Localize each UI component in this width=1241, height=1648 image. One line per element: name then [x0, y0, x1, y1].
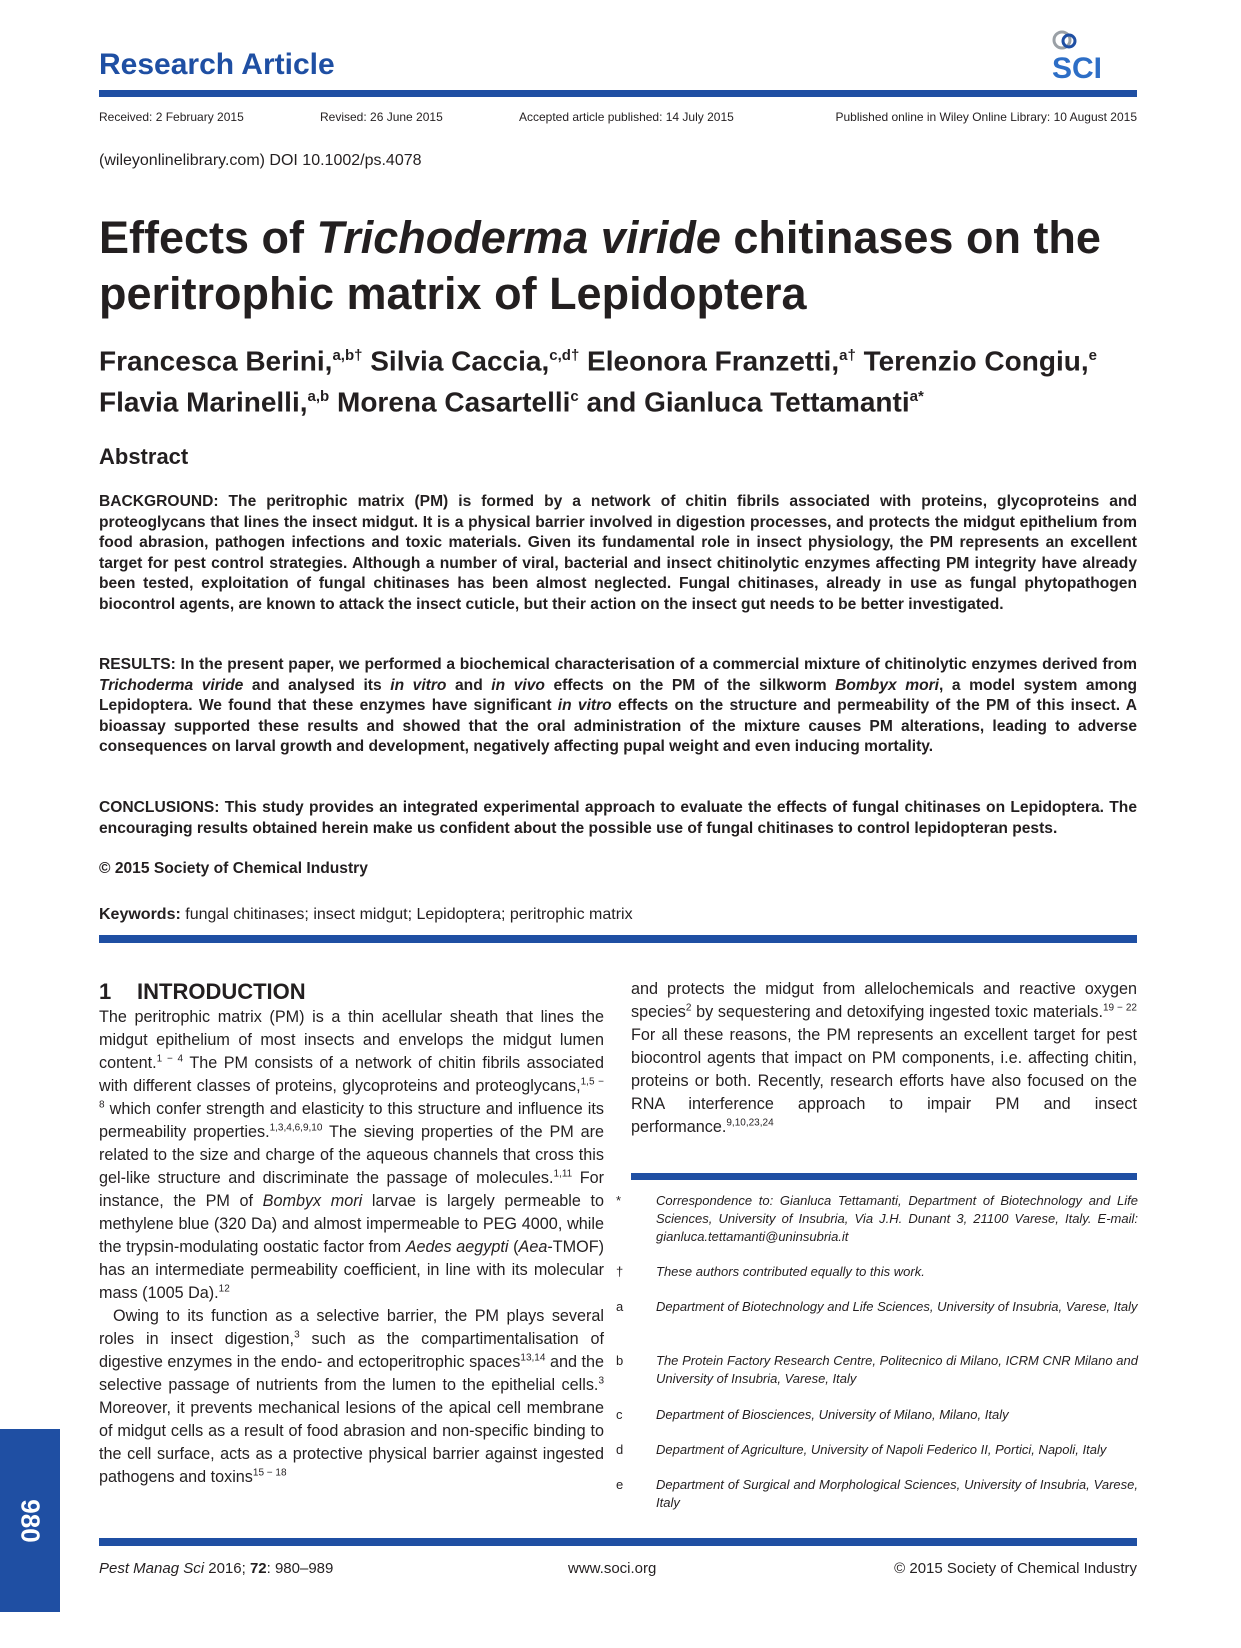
citation-ref: 9,10,23,24	[726, 1117, 774, 1129]
sci-logo-icon	[1050, 28, 1140, 84]
text-run: (	[508, 1238, 519, 1256]
footnote-mark: a	[616, 1299, 624, 1314]
abstract-rule	[99, 935, 1137, 943]
footnote-mark: d	[616, 1442, 624, 1457]
author-affiliation: e	[1088, 347, 1097, 364]
footnote-mark: *	[616, 1193, 622, 1208]
italic-term: Aedes aegypti	[405, 1238, 509, 1256]
abstract-results	[99, 655, 1137, 758]
footnote-text: Department of Surgical and Morphological Sciences, University of Insubria, Varese, Italy	[656, 1477, 1138, 1510]
intro-paragraph-2	[99, 1305, 604, 1489]
intro-paragraph-1	[99, 1006, 604, 1305]
footnote-equal-contribution	[616, 1263, 1138, 1281]
text-run: by sequestering and detoxifying ingested toxic materials.	[691, 1003, 1103, 1021]
footer-rule	[99, 1538, 1137, 1546]
text-run: and analysed its	[243, 676, 391, 694]
text-run: effects on the PM of the silkworm	[544, 676, 836, 694]
received-date: Received: 2 February 2015	[99, 110, 244, 124]
keywords-value: fungal chitinases; insect midgut; Lepidoptera; peritrophic matrix	[180, 906, 633, 923]
citation-volume: 72	[249, 1560, 267, 1577]
title-suffix: chitinases on the peritrophic matrix of Lepidoptera	[99, 212, 1101, 319]
author-affiliation: c	[570, 388, 579, 406]
author-name: Silvia Caccia,	[362, 345, 550, 377]
footer-citation	[99, 1560, 333, 1577]
italic-term: Bombyx mori	[262, 1192, 363, 1210]
text-run: The sieving properties of the PM are related to the size and charge of the aqueous channels that cross this gel-like structure and discriminate the passage of molecules.	[99, 1123, 604, 1187]
author-affiliation: c,d†	[549, 347, 580, 364]
title-species: Trichoderma viride	[316, 212, 721, 263]
text-run: effects on the structure and permeability of the PM of this insect. A bioassay supported these results and showed that the oral administration of the mixture causes PM alterations, leading to adverse consequences on larval growth and development, negatively affecting pupal weight and even inducing mortality.	[99, 697, 1138, 756]
abstract-copyright: © 2015 Society of Chemical Industry	[99, 860, 368, 877]
text-run: Moreover, it prevents mechanical lesions of the apical cell membrane of midgut cells as a result of food abrasion and non-specific binding to the cell surface, acts as a protective physical barrier against ingested pathogens and toxins	[99, 1399, 604, 1486]
italic-term: in vitro	[390, 676, 447, 694]
italic-term: in vitro	[557, 697, 612, 715]
footnote-mark: e	[616, 1477, 624, 1492]
footnote-affiliation-d	[616, 1441, 1138, 1459]
header-rule	[99, 90, 1137, 97]
text-run: The peritrophic matrix (PM) is a thin acellular sheath that lines the midgut epithelium of most insects and envelops the midgut lumen content.	[99, 1008, 604, 1072]
text-run: Owing to its function as a selective barrier, the PM plays several roles in insect digestion,	[99, 1307, 604, 1348]
text-run: , a model system among Lepidoptera. We found that these enzymes have significant	[99, 676, 1138, 715]
citation-ref: 1,3,4,6,9,10	[269, 1122, 323, 1134]
text-run: which confer strength and elasticity to this structure and influence its permeability properties.	[99, 1100, 604, 1141]
footnote-affiliation-a	[616, 1298, 1138, 1316]
abstract-heading: Abstract	[99, 444, 189, 469]
footnote-text: These authors contributed equally to this work.	[656, 1264, 925, 1279]
footer-copyright: © 2015 Society of Chemical Industry	[894, 1560, 1137, 1577]
footnote-text: Correspondence to: Gianluca Tettamanti, Department of Biotechnology and Life Sciences, University of Insubria, Via J.H. Dunant 3, 21100 Varese, Italy. E-mail: gianluca.tettamanti@uninsubria.it	[656, 1193, 1138, 1244]
author-name: Eleonora Franzetti,	[579, 345, 840, 377]
author-affiliation: a,b†	[332, 347, 363, 364]
citation-ref: 1,5 − 8	[99, 1076, 604, 1111]
section-heading	[99, 979, 306, 1005]
footnote-text: The Protein Factory Research Centre, Politecnico di Milano, ICRM CNR Milano and University of Insubria, Varese, Italy	[656, 1353, 1138, 1386]
abstract-conclusions: CONCLUSIONS: This study provides an integrated experimental approach to evaluate the effects of fungal chitinases on Lepidoptera. The encouraging results obtained herein make us confident about the possible use of fungal chitinases to control lepidopteran pests.	[99, 799, 1137, 837]
italic-term: Bombyx mori	[835, 676, 940, 694]
footnote-mark: b	[616, 1353, 624, 1368]
text-run: such as the compartimentalisation of digestive enzymes in the endo- and ectoperitrophic spaces	[99, 1330, 605, 1371]
section-number: 1	[99, 979, 112, 1004]
citation-ref: 19 − 22	[1102, 1002, 1137, 1014]
citation-ref: 1,11	[553, 1168, 573, 1180]
title-prefix: Effects of	[99, 212, 317, 263]
citation-ref: 2	[685, 1002, 692, 1014]
article-title	[99, 210, 1139, 322]
citation-ref: 12	[218, 1283, 230, 1295]
text-run: and protects the midgut from allelochemicals and reactive oxygen species	[631, 980, 1137, 1021]
page-number	[0, 1429, 60, 1612]
published-date: Published online in Wiley Online Library: 10 August 2015	[835, 110, 1137, 124]
text-run: and	[446, 676, 492, 694]
section-title: INTRODUCTION	[137, 979, 306, 1004]
author-affiliation: a,b	[307, 388, 330, 406]
author-affiliation: a†	[839, 347, 856, 364]
text-run: For instance, the PM of	[99, 1169, 605, 1210]
footnote-mark: †	[616, 1264, 624, 1279]
footnote-text: Department of Agriculture, University of Napoli Federico II, Portici, Napoli, Italy	[656, 1442, 1107, 1457]
citation-year: 2016;	[204, 1560, 250, 1577]
author-name: Terenzio Congiu,	[855, 345, 1089, 377]
journal-name: Pest Manag Sci	[99, 1560, 205, 1577]
doi-link[interactable]: (wileyonlinelibrary.com) DOI 10.1002/ps.4078	[99, 152, 422, 169]
abstract-background: BACKGROUND: The peritrophic matrix (PM) is formed by a network of chitin fibrils associated with proteins, glycoproteins and proteoglycans that lines the insect midgut. It is a physical barrier involved in digestion processes, and protects the midgut epithelium from food abrasion, pathogen infections and toxic materials. Given its fundamental role in insect physiology, the PM represents an excellent target for pest control strategies. Although a number of viral, bacterial and insect chitinolytic enzymes affecting PM integrity have already been tested, exploitation of fungal chitinases has been almost neglected. Fungal chitinases, already in use as fungal phytopathogen biocontrol agents, are known to attack the insect cuticle, but their action on the insect gut needs to be better investigated.	[99, 493, 1137, 613]
author-name: Francesca Berini,	[99, 345, 333, 377]
text-run: For all these reasons, the PM represents an excellent target for pest biocontrol agents that impact on PM components, i.e. affecting chitin, proteins or both. Recently, research efforts have also focused on the RNA interference approach to impair PM and insect performance.	[631, 1026, 1137, 1136]
sci-logo	[1050, 28, 1140, 84]
page-number-text: 980	[15, 1498, 46, 1543]
author-list	[99, 338, 1139, 421]
footer-website-link[interactable]: www.soci.org	[568, 1560, 657, 1577]
italic-term: in vivo	[491, 676, 545, 694]
author-name: Morena Casartelli	[329, 386, 571, 418]
keywords-label: Keywords:	[99, 906, 181, 923]
intro-column-left	[99, 1006, 604, 1489]
footnote-correspondence	[616, 1192, 1138, 1246]
citation-ref: 13,14	[520, 1352, 546, 1364]
footnote-text: Department of Biotechnology and Life Sciences, University of Insubria, Varese, Italy	[656, 1299, 1138, 1314]
accepted-date: Accepted article published: 14 July 2015	[519, 110, 734, 124]
citation-ref: 3	[294, 1329, 300, 1341]
citation-pages: : 980–989	[266, 1560, 334, 1577]
footnote-rule	[631, 1173, 1137, 1180]
author-name: Flavia Marinelli,	[99, 386, 308, 418]
italic-term: Trichoderma viride	[99, 676, 244, 694]
intro-column-right	[631, 978, 1137, 1139]
intro-paragraph-3	[631, 978, 1137, 1139]
revised-date: Revised: 26 June 2015	[320, 110, 443, 124]
text-run: The PM consists of a network of chitin fibrils associated with different classes of proteins, glycoproteins and proteoglycans,	[99, 1054, 604, 1095]
footnote-text: Department of Biosciences, University of Milano, Milano, Italy	[656, 1407, 1009, 1422]
citation-ref: 1 − 4	[156, 1053, 184, 1065]
text-run: RESULTS: In the present paper, we performed a biochemical characterisation of a commercial mixture of chitinolytic enzymes derived from	[99, 656, 1137, 673]
footnote-mark: c	[616, 1407, 623, 1422]
footnote-affiliation-b	[616, 1352, 1138, 1388]
citation-ref: 3	[598, 1375, 604, 1387]
footnote-affiliation-c	[616, 1406, 1138, 1424]
footnote-affiliation-e	[616, 1476, 1138, 1512]
text-run: larvae is largely permeable to methylene blue (320 Da) and almost impermeable to PEG 4000, while the trypsin-modulating oostatic factor from	[99, 1192, 604, 1256]
author-affiliation: a*	[909, 388, 924, 406]
article-type-label: Research Article	[99, 48, 335, 81]
author-name: and Gianluca Tettamanti	[578, 386, 910, 418]
text-run: and the selective passage of nutrients from the lumen to the epithelial cells.	[99, 1353, 605, 1394]
sci-logo-text: SCI	[1052, 52, 1103, 84]
citation-ref: 15 − 18	[252, 1467, 287, 1479]
text-run: -TMOF) has an intermediate permeability coefficient, in line with its molecular mass (1005 Da).	[99, 1238, 604, 1302]
keywords	[99, 906, 633, 924]
italic-term: Aea	[518, 1238, 548, 1256]
